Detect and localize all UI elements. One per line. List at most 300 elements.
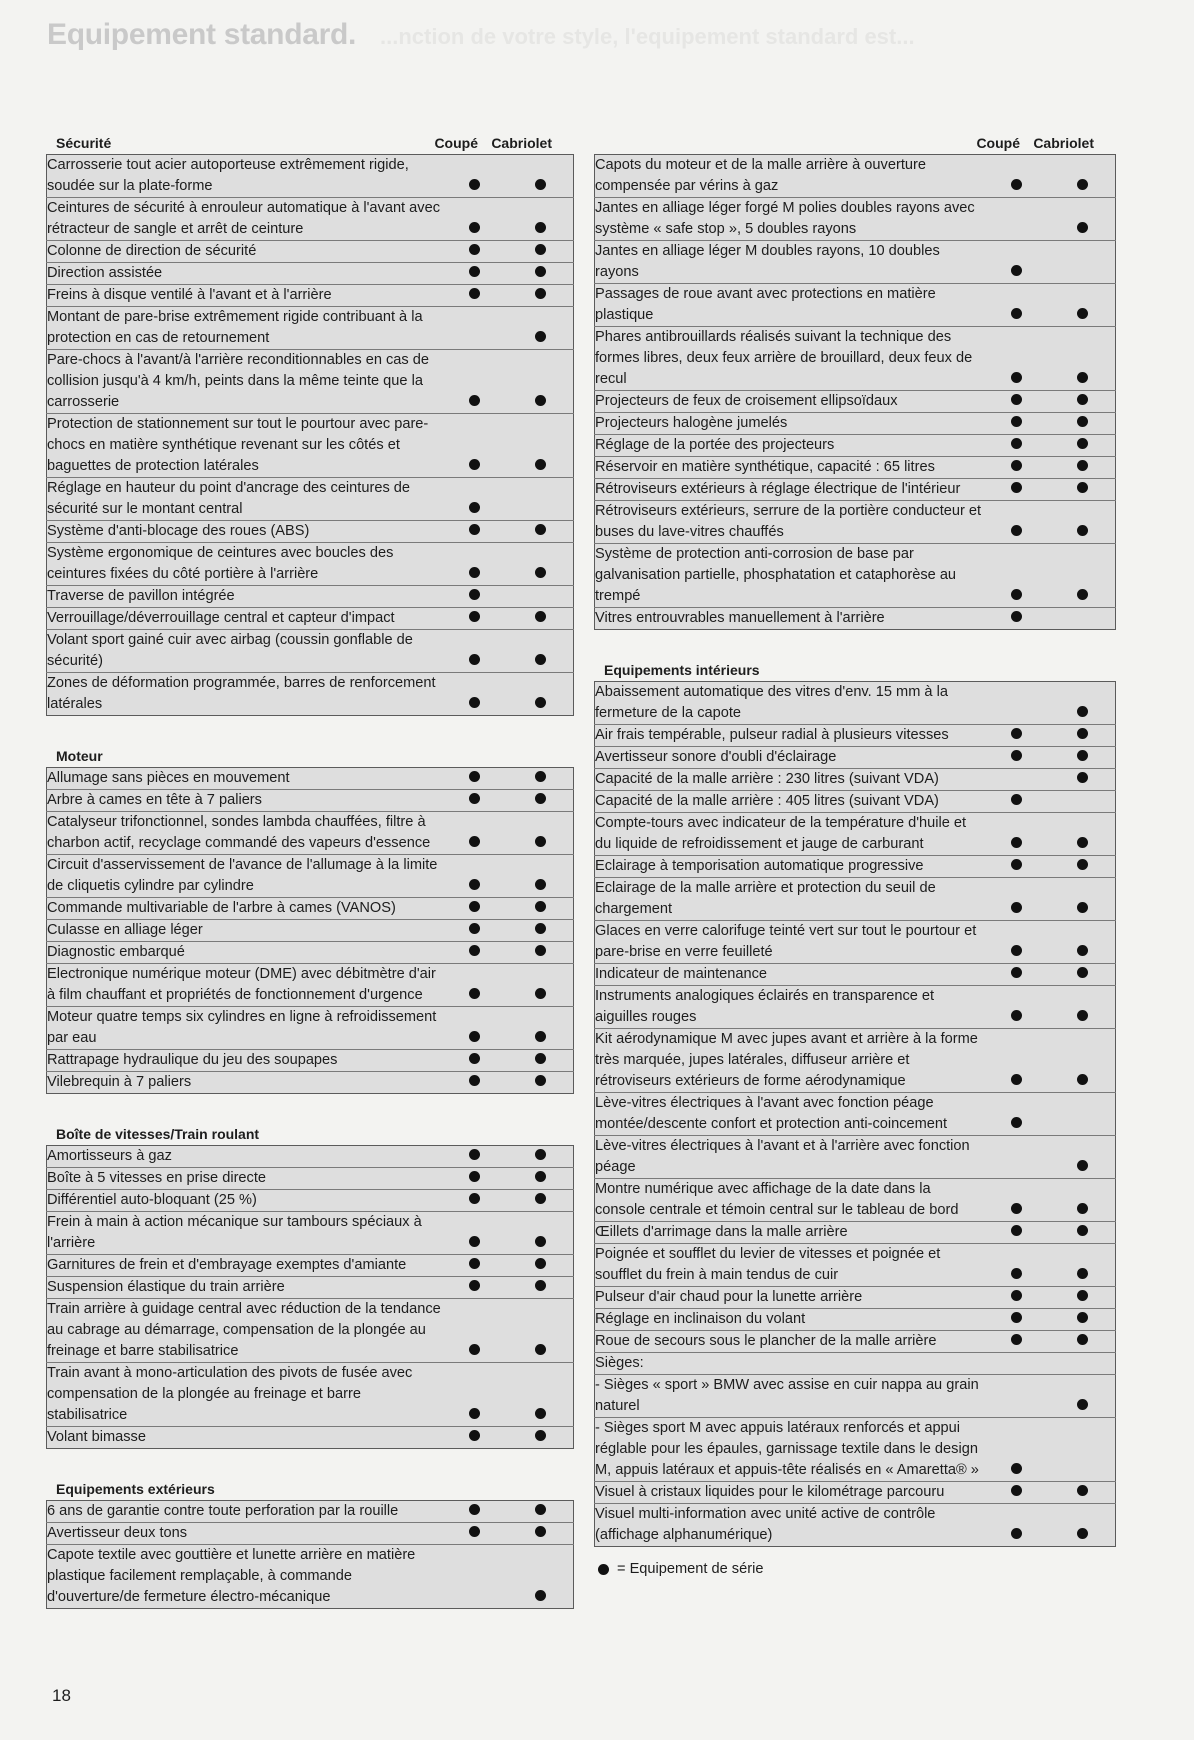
standard-equipment-bullet-icon [1077, 372, 1088, 383]
coupe-mark [983, 327, 1049, 391]
equipment-label: Culasse en alliage léger [47, 920, 442, 942]
table-row [595, 747, 1116, 769]
equipment-label: Air frais tempérable, pulseur radial à plusieurs vitesses [595, 725, 984, 747]
standard-equipment-bullet-icon [1011, 1463, 1022, 1474]
standard-equipment-bullet-icon [469, 502, 480, 513]
table-row [595, 1353, 1116, 1375]
equipment-label: Kit aérodynamique M avec jupes avant et arrière à la forme très marquée, jupes latérales, diffuseur arrière et rétroviseurs extérieurs de forme aérodynamique [595, 1029, 984, 1093]
table-row [595, 327, 1116, 391]
standard-equipment-bullet-icon [1077, 460, 1088, 471]
standard-equipment-bullet-icon [469, 771, 480, 782]
table-row [595, 1504, 1116, 1547]
standard-equipment-bullet-icon [535, 1236, 546, 1247]
standard-equipment-bullet-icon [469, 1258, 480, 1269]
equipment-label: Visuel multi-information avec unité active de contrôle (affichage alphanumérique) [595, 1504, 984, 1547]
equipment-label: Eclairage de la malle arrière et protection du seuil de chargement [595, 878, 984, 921]
equipment-label: Electronique numérique moteur (DME) avec débitmètre d'air à film chauffant et propriétés de fonctionnement d'urgence [47, 964, 442, 1007]
coupe-mark [441, 478, 507, 521]
equipment-label: Boîte à 5 vitesses en prise directe [47, 1168, 442, 1190]
equipment-label: Visuel à cristaux liquides pour le kilométrage parcouru [595, 1482, 984, 1504]
equipment-label: Système ergonomique de ceintures avec boucles des ceintures fixées du côté portière à l'arrière [47, 543, 442, 586]
section-equipements-interieurs [594, 660, 1116, 1577]
equipment-label: Volant sport gainé cuir avec airbag (coussin gonflable de sécurité) [47, 630, 442, 673]
table-row [47, 768, 574, 790]
coupe-mark [441, 920, 507, 942]
standard-equipment-bullet-icon [469, 288, 480, 299]
cabriolet-mark [1049, 155, 1116, 198]
section-moteur [46, 746, 574, 1094]
standard-equipment-bullet-icon [1011, 1290, 1022, 1301]
coupe-mark [441, 768, 507, 790]
standard-equipment-bullet-icon [469, 244, 480, 255]
equipment-table [46, 767, 574, 1094]
cabriolet-mark [1049, 1179, 1116, 1222]
page-title: Equipement standard. [47, 18, 357, 51]
equipment-label: Pare-chocs à l'avant/à l'arrière reconditionnables en cas de collision jusqu'à 4 km/h, peints dans la même teinte que la carrosserie [47, 350, 442, 414]
cabriolet-mark [1049, 1482, 1116, 1504]
equipment-label: 6 ans de garantie contre toute perforation par la rouille [47, 1503, 399, 1519]
standard-equipment-bullet-icon [1011, 394, 1022, 405]
standard-equipment-bullet-icon [469, 988, 480, 999]
cabriolet-mark [1049, 1331, 1116, 1353]
standard-equipment-bullet-icon [535, 567, 546, 578]
standard-equipment-bullet-icon [469, 1075, 480, 1086]
standard-equipment-bullet-icon [469, 1280, 480, 1291]
equipment-label: Traverse de pavillon intégrée [47, 586, 442, 608]
cabriolet-mark [507, 1146, 574, 1168]
standard-equipment-bullet-icon [1077, 1399, 1088, 1410]
equipment-label: Rétroviseurs extérieurs, serrure de la portière conducteur et buses du lave-vitres chauffés [595, 501, 984, 544]
coupe-mark [441, 1427, 507, 1449]
equipment-label: Pulseur d'air chaud pour la lunette arrière [595, 1287, 984, 1309]
standard-equipment-bullet-icon [1011, 902, 1022, 913]
cabriolet-mark [1049, 964, 1116, 986]
cabriolet-mark [1049, 413, 1116, 435]
standard-equipment-bullet-icon [1011, 1203, 1022, 1214]
standard-equipment-bullet-icon [1077, 416, 1088, 427]
cabriolet-mark [1049, 856, 1116, 878]
cabriolet-mark [1049, 608, 1116, 630]
cabriolet-mark [1049, 1504, 1116, 1547]
coupe-mark [983, 1331, 1049, 1353]
cabriolet-mark [507, 198, 574, 241]
standard-equipment-bullet-icon [535, 459, 546, 470]
table-row [595, 241, 1116, 284]
standard-equipment-bullet-icon [1011, 945, 1022, 956]
standard-equipment-bullet-icon [535, 1149, 546, 1160]
cabriolet-mark [507, 1545, 574, 1609]
standard-equipment-bullet-icon [469, 793, 480, 804]
coupe-mark [441, 521, 507, 543]
standard-equipment-bullet-icon [1077, 859, 1088, 870]
cabriolet-mark [507, 1168, 574, 1190]
coupe-mark [441, 1363, 507, 1427]
coupe-mark [441, 1501, 507, 1523]
table-row [595, 501, 1116, 544]
equipment-label: - Sièges « sport » BMW avec assise en cuir nappa au grain naturel [595, 1375, 984, 1418]
coupe-mark [983, 608, 1049, 630]
table-row [47, 673, 574, 716]
table-row [595, 986, 1116, 1029]
standard-equipment-bullet-icon [1077, 1203, 1088, 1214]
equipment-label: Instruments analogiques éclairés en transparence et aiguilles rouges [595, 986, 984, 1029]
coupe-mark [983, 413, 1049, 435]
section-boite-de-vitesses-train-roulant [46, 1124, 574, 1449]
standard-equipment-bullet-icon [1077, 706, 1088, 717]
standard-equipment-bullet-icon [469, 879, 480, 890]
standard-equipment-bullet-icon [1077, 1485, 1088, 1496]
coupe-mark [441, 1050, 507, 1072]
cabriolet-mark [1049, 747, 1116, 769]
standard-equipment-bullet-icon [535, 901, 546, 912]
standard-equipment-bullet-icon [1011, 416, 1022, 427]
table-row [47, 790, 574, 812]
standard-equipment-bullet-icon [1011, 611, 1022, 622]
equipment-label: Train arrière à guidage central avec réduction de la tendance au cabrage au démarrage, compensation de la plongée au freinage et barre stabilisatrice [47, 1299, 442, 1363]
cabriolet-mark [1049, 391, 1116, 413]
equipment-label: Garnitures de frein et d'embrayage exemptes d'amiante [47, 1255, 442, 1277]
table-row [47, 198, 574, 241]
standard-equipment-bullet-icon [469, 1236, 480, 1247]
cabriolet-mark [1049, 198, 1116, 241]
equipment-label: Vitres entrouvrables manuellement à l'arrière [595, 608, 984, 630]
standard-equipment-bullet-icon [1077, 482, 1088, 493]
cabriolet-mark [507, 1190, 574, 1212]
standard-equipment-bullet-icon [1011, 1528, 1022, 1539]
standard-equipment-bullet-icon [1077, 1010, 1088, 1021]
coupe-mark [983, 198, 1049, 241]
standard-equipment-bullet-icon [1077, 179, 1088, 190]
standard-equipment-bullet-icon [535, 524, 546, 535]
equipment-label: Carrosserie tout acier autoporteuse extrêmement rigide, soudée sur la plate-forme [47, 157, 409, 194]
left-column [46, 133, 574, 1639]
legend [594, 1561, 1116, 1577]
section-securite [46, 133, 574, 716]
coupe-mark [441, 1545, 507, 1609]
section-header [594, 660, 1116, 681]
standard-equipment-bullet-icon [1011, 1117, 1022, 1128]
standard-equipment-bullet-icon [1011, 308, 1022, 319]
cabriolet-mark [507, 812, 574, 855]
coupe-mark [441, 855, 507, 898]
cabriolet-mark [507, 1523, 574, 1545]
table-row [595, 608, 1116, 630]
table-row [595, 964, 1116, 986]
cabriolet-mark [1049, 878, 1116, 921]
table-row [47, 1523, 574, 1545]
standard-equipment-bullet-icon [535, 879, 546, 890]
coupe-mark [983, 1136, 1049, 1179]
equipment-label: Avertisseur sonore d'oubli d'éclairage [595, 747, 984, 769]
equipment-label: Verrouillage/déverrouillage central et capteur d'impact [47, 608, 442, 630]
cabriolet-mark [507, 964, 574, 1007]
equipment-table [46, 1500, 574, 1609]
standard-equipment-bullet-icon [535, 1504, 546, 1515]
coupe-mark [441, 241, 507, 263]
coupe-mark [983, 284, 1049, 327]
coupe-mark [983, 1179, 1049, 1222]
standard-equipment-bullet-icon [1011, 837, 1022, 848]
table-row [47, 1190, 574, 1212]
coupe-mark [983, 1482, 1049, 1504]
standard-equipment-bullet-icon [535, 1031, 546, 1042]
standard-equipment-bullet-icon [1011, 589, 1022, 600]
table-row [47, 478, 574, 521]
standard-equipment-bullet-icon [1077, 902, 1088, 913]
standard-equipment-bullet-icon [469, 654, 480, 665]
coupe-mark [983, 1093, 1049, 1136]
legend-label: = Equipement de série [617, 1561, 764, 1577]
standard-equipment-bullet-icon [1011, 1074, 1022, 1085]
coupe-mark [983, 241, 1049, 284]
table-row [47, 898, 574, 920]
equipment-label: Circuit d'asservissement de l'avance de l'allumage à la limite de cliquetis cylindre par cylindre [47, 855, 442, 898]
column-header-coupe: Coupé [976, 135, 1020, 151]
section-header [594, 133, 1116, 154]
equipment-label: Montre numérique avec affichage de la date dans la console centrale et témoin central sur le tableau de bord [595, 1179, 984, 1222]
standard-equipment-bullet-icon [535, 266, 546, 277]
cabriolet-mark [507, 1501, 574, 1523]
table-row [47, 1501, 574, 1523]
equipment-label: Ceintures de sécurité à enrouleur automatique à l'avant avec rétracteur de sangle et arrêt de ceinture [47, 198, 442, 241]
table-row [595, 544, 1116, 608]
equipment-label: Rétroviseurs extérieurs à réglage électrique de l'intérieur [595, 479, 984, 501]
coupe-mark [441, 1190, 507, 1212]
standard-equipment-bullet-icon [535, 331, 546, 342]
equipment-table [594, 154, 1116, 630]
table-row [595, 791, 1116, 813]
coupe-mark [983, 501, 1049, 544]
table-row [595, 856, 1116, 878]
coupe-mark [983, 1504, 1049, 1547]
equipment-label: - Sièges sport M avec appuis latéraux renforcés et appui réglable pour les épaules, garnissage textile dans le design M, appuis latéraux et appuis-tête réalisés en « Amaretta® » [595, 1418, 984, 1482]
table-row [47, 812, 574, 855]
cabriolet-mark [507, 898, 574, 920]
table-row [595, 878, 1116, 921]
table-row [47, 521, 574, 543]
coupe-mark [441, 1212, 507, 1255]
standard-equipment-bullet-icon [535, 1280, 546, 1291]
cabriolet-mark [1049, 682, 1116, 725]
standard-equipment-bullet-icon [469, 1344, 480, 1355]
standard-equipment-bullet-icon [535, 611, 546, 622]
standard-equipment-bullet-icon [535, 836, 546, 847]
equipment-label: Réservoir en matière synthétique, capacité : 65 litres [595, 457, 984, 479]
cabriolet-mark [507, 855, 574, 898]
cabriolet-mark [1049, 284, 1116, 327]
equipment-label: Capote textile avec gouttière et lunette arrière en matière plastique facilement remplaçable, à commande d'ouverture/de fermeture électro-mécanique [47, 1545, 442, 1609]
equipment-label: Système d'anti-blocage des roues (ABS) [47, 521, 442, 543]
table-row [595, 1029, 1116, 1093]
coupe-mark [983, 682, 1049, 725]
cabriolet-mark [507, 1050, 574, 1072]
table-row [47, 414, 574, 478]
coupe-mark [441, 155, 507, 198]
table-row [595, 198, 1116, 241]
table-row [47, 1212, 574, 1255]
standard-equipment-bullet-icon [469, 945, 480, 956]
cabriolet-mark [1049, 327, 1116, 391]
coupe-mark [441, 543, 507, 586]
coupe-mark [983, 725, 1049, 747]
section-title: Equipements extérieurs [56, 1481, 215, 1497]
section-header [46, 746, 574, 767]
equipment-label: Allumage sans pièces en mouvement [47, 770, 290, 786]
table-row [47, 263, 574, 285]
coupe-mark [441, 350, 507, 414]
standard-equipment-bullet-icon [1077, 1225, 1088, 1236]
cabriolet-mark [507, 263, 574, 285]
coupe-mark [441, 630, 507, 673]
table-row [595, 479, 1116, 501]
standard-equipment-bullet-icon [469, 1171, 480, 1182]
standard-equipment-bullet-icon [535, 1344, 546, 1355]
equipment-label: Indicateur de maintenance [595, 964, 984, 986]
cabriolet-mark [1049, 1029, 1116, 1093]
standard-equipment-bullet-icon [1011, 265, 1022, 276]
table-row [47, 630, 574, 673]
table-row [47, 586, 574, 608]
cabriolet-mark [1049, 1309, 1116, 1331]
coupe-mark [983, 391, 1049, 413]
standard-equipment-bullet-icon [469, 1430, 480, 1441]
standard-equipment-bullet-icon [469, 266, 480, 277]
cabriolet-mark [1049, 1418, 1116, 1482]
cabriolet-mark [1049, 457, 1116, 479]
standard-equipment-bullet-icon [1011, 460, 1022, 471]
page-number: 18 [52, 1686, 71, 1705]
cabriolet-mark [1049, 1375, 1116, 1418]
cabriolet-mark [507, 543, 574, 586]
table-row [595, 682, 1116, 725]
standard-equipment-bullet-icon [535, 697, 546, 708]
cabriolet-mark [507, 478, 574, 521]
cabriolet-mark [507, 155, 574, 198]
legend-bullet-icon [598, 1564, 609, 1575]
table-row [47, 1072, 574, 1094]
table-row [595, 413, 1116, 435]
coupe-mark [983, 986, 1049, 1029]
equipment-table [46, 154, 574, 716]
table-row [47, 350, 574, 414]
equipment-label: Lève-vitres électriques à l'avant et à l'arrière avec fonction péage [595, 1136, 984, 1179]
cabriolet-mark [1049, 1244, 1116, 1287]
table-row [47, 1299, 574, 1363]
coupe-mark [441, 414, 507, 478]
coupe-mark [441, 1146, 507, 1168]
coupe-mark [983, 1375, 1049, 1418]
standard-equipment-bullet-icon [1077, 1074, 1088, 1085]
equipment-label: Rattrapage hydraulique du jeu des soupapes [47, 1050, 442, 1072]
coupe-mark [983, 1353, 1049, 1375]
cabriolet-mark [507, 1427, 574, 1449]
equipment-label: Catalyseur trifonctionnel, sondes lambda chauffées, filtre à charbon actif, recyclage commandé des vapeurs d'essence [47, 812, 442, 855]
equipment-label: Projecteurs halogène jumelés [595, 413, 984, 435]
table-row [595, 1222, 1116, 1244]
table-row [595, 921, 1116, 964]
standard-equipment-bullet-icon [535, 1526, 546, 1537]
table-row [595, 1482, 1116, 1504]
equipment-label: Volant bimasse [47, 1427, 442, 1449]
coupe-mark [441, 673, 507, 716]
coupe-mark [441, 812, 507, 855]
cabriolet-mark [507, 1363, 574, 1427]
equipment-label: Direction assistée [47, 263, 442, 285]
standard-equipment-bullet-icon [1077, 728, 1088, 739]
standard-equipment-bullet-icon [535, 771, 546, 782]
coupe-mark [983, 435, 1049, 457]
table-row [595, 725, 1116, 747]
equipment-label: Vilebrequin à 7 paliers [47, 1072, 442, 1094]
standard-equipment-bullet-icon [1077, 967, 1088, 978]
cabriolet-mark [507, 285, 574, 307]
equipment-label: Système de protection anti-corrosion de base par galvanisation partielle, phosphatation et cataphorèse au trempé [595, 544, 984, 608]
section-title: Boîte de vitesses/Train roulant [56, 1126, 260, 1142]
standard-equipment-bullet-icon [469, 459, 480, 470]
coupe-mark [441, 790, 507, 812]
coupe-mark [983, 155, 1049, 198]
table-row [47, 1255, 574, 1277]
standard-equipment-bullet-icon [469, 697, 480, 708]
table-row [595, 155, 1116, 198]
cabriolet-mark [507, 630, 574, 673]
table-row [595, 1287, 1116, 1309]
table-row [47, 1277, 574, 1299]
section-title: Moteur [56, 748, 103, 764]
cabriolet-mark [1049, 921, 1116, 964]
coupe-mark [441, 942, 507, 964]
cabriolet-mark [1049, 479, 1116, 501]
cabriolet-mark [507, 790, 574, 812]
standard-equipment-bullet-icon [535, 945, 546, 956]
standard-equipment-bullet-icon [1011, 525, 1022, 536]
table-row [47, 1146, 574, 1168]
standard-equipment-bullet-icon [469, 836, 480, 847]
standard-equipment-bullet-icon [1077, 1334, 1088, 1345]
table-row [595, 457, 1116, 479]
coupe-mark [441, 1255, 507, 1277]
cabriolet-mark [1049, 725, 1116, 747]
cabriolet-mark [1049, 769, 1116, 791]
cabriolet-mark [507, 414, 574, 478]
equipment-label: Zones de déformation programmée, barres de renforcement latérales [47, 673, 442, 716]
equipment-label: Suspension élastique du train arrière [47, 1277, 442, 1299]
table-row [47, 1050, 574, 1072]
standard-equipment-bullet-icon [535, 1193, 546, 1204]
coupe-mark [983, 791, 1049, 813]
section-title: Equipements intérieurs [604, 662, 760, 678]
equipment-label: Moteur quatre temps six cylindres en ligne à refroidissement par eau [47, 1007, 442, 1050]
table-row [47, 920, 574, 942]
cabriolet-mark [1049, 1136, 1116, 1179]
cabriolet-mark [507, 942, 574, 964]
table-row [595, 1309, 1116, 1331]
cabriolet-mark [1049, 1222, 1116, 1244]
cabriolet-mark [1049, 986, 1116, 1029]
equipment-label: Jantes en alliage léger forgé M polies doubles rayons avec système « safe stop », 5 doubles rayons [595, 198, 984, 241]
coupe-mark [441, 263, 507, 285]
equipment-label: Commande multivariable de l'arbre à cames (VANOS) [47, 898, 442, 920]
standard-equipment-bullet-icon [535, 923, 546, 934]
section-equipements-exterieurs [46, 1479, 574, 1609]
cabriolet-mark [507, 1255, 574, 1277]
cabriolet-mark [1049, 1287, 1116, 1309]
coupe-mark [441, 1523, 507, 1545]
standard-equipment-bullet-icon [535, 1171, 546, 1182]
section-header [46, 1124, 574, 1145]
equipment-label: Protection de stationnement sur tout le pourtour avec pare-chocs en matière synthétique revenant sur les côtés et baguettes de protection latérales [47, 414, 442, 478]
standard-equipment-bullet-icon [1077, 750, 1088, 761]
